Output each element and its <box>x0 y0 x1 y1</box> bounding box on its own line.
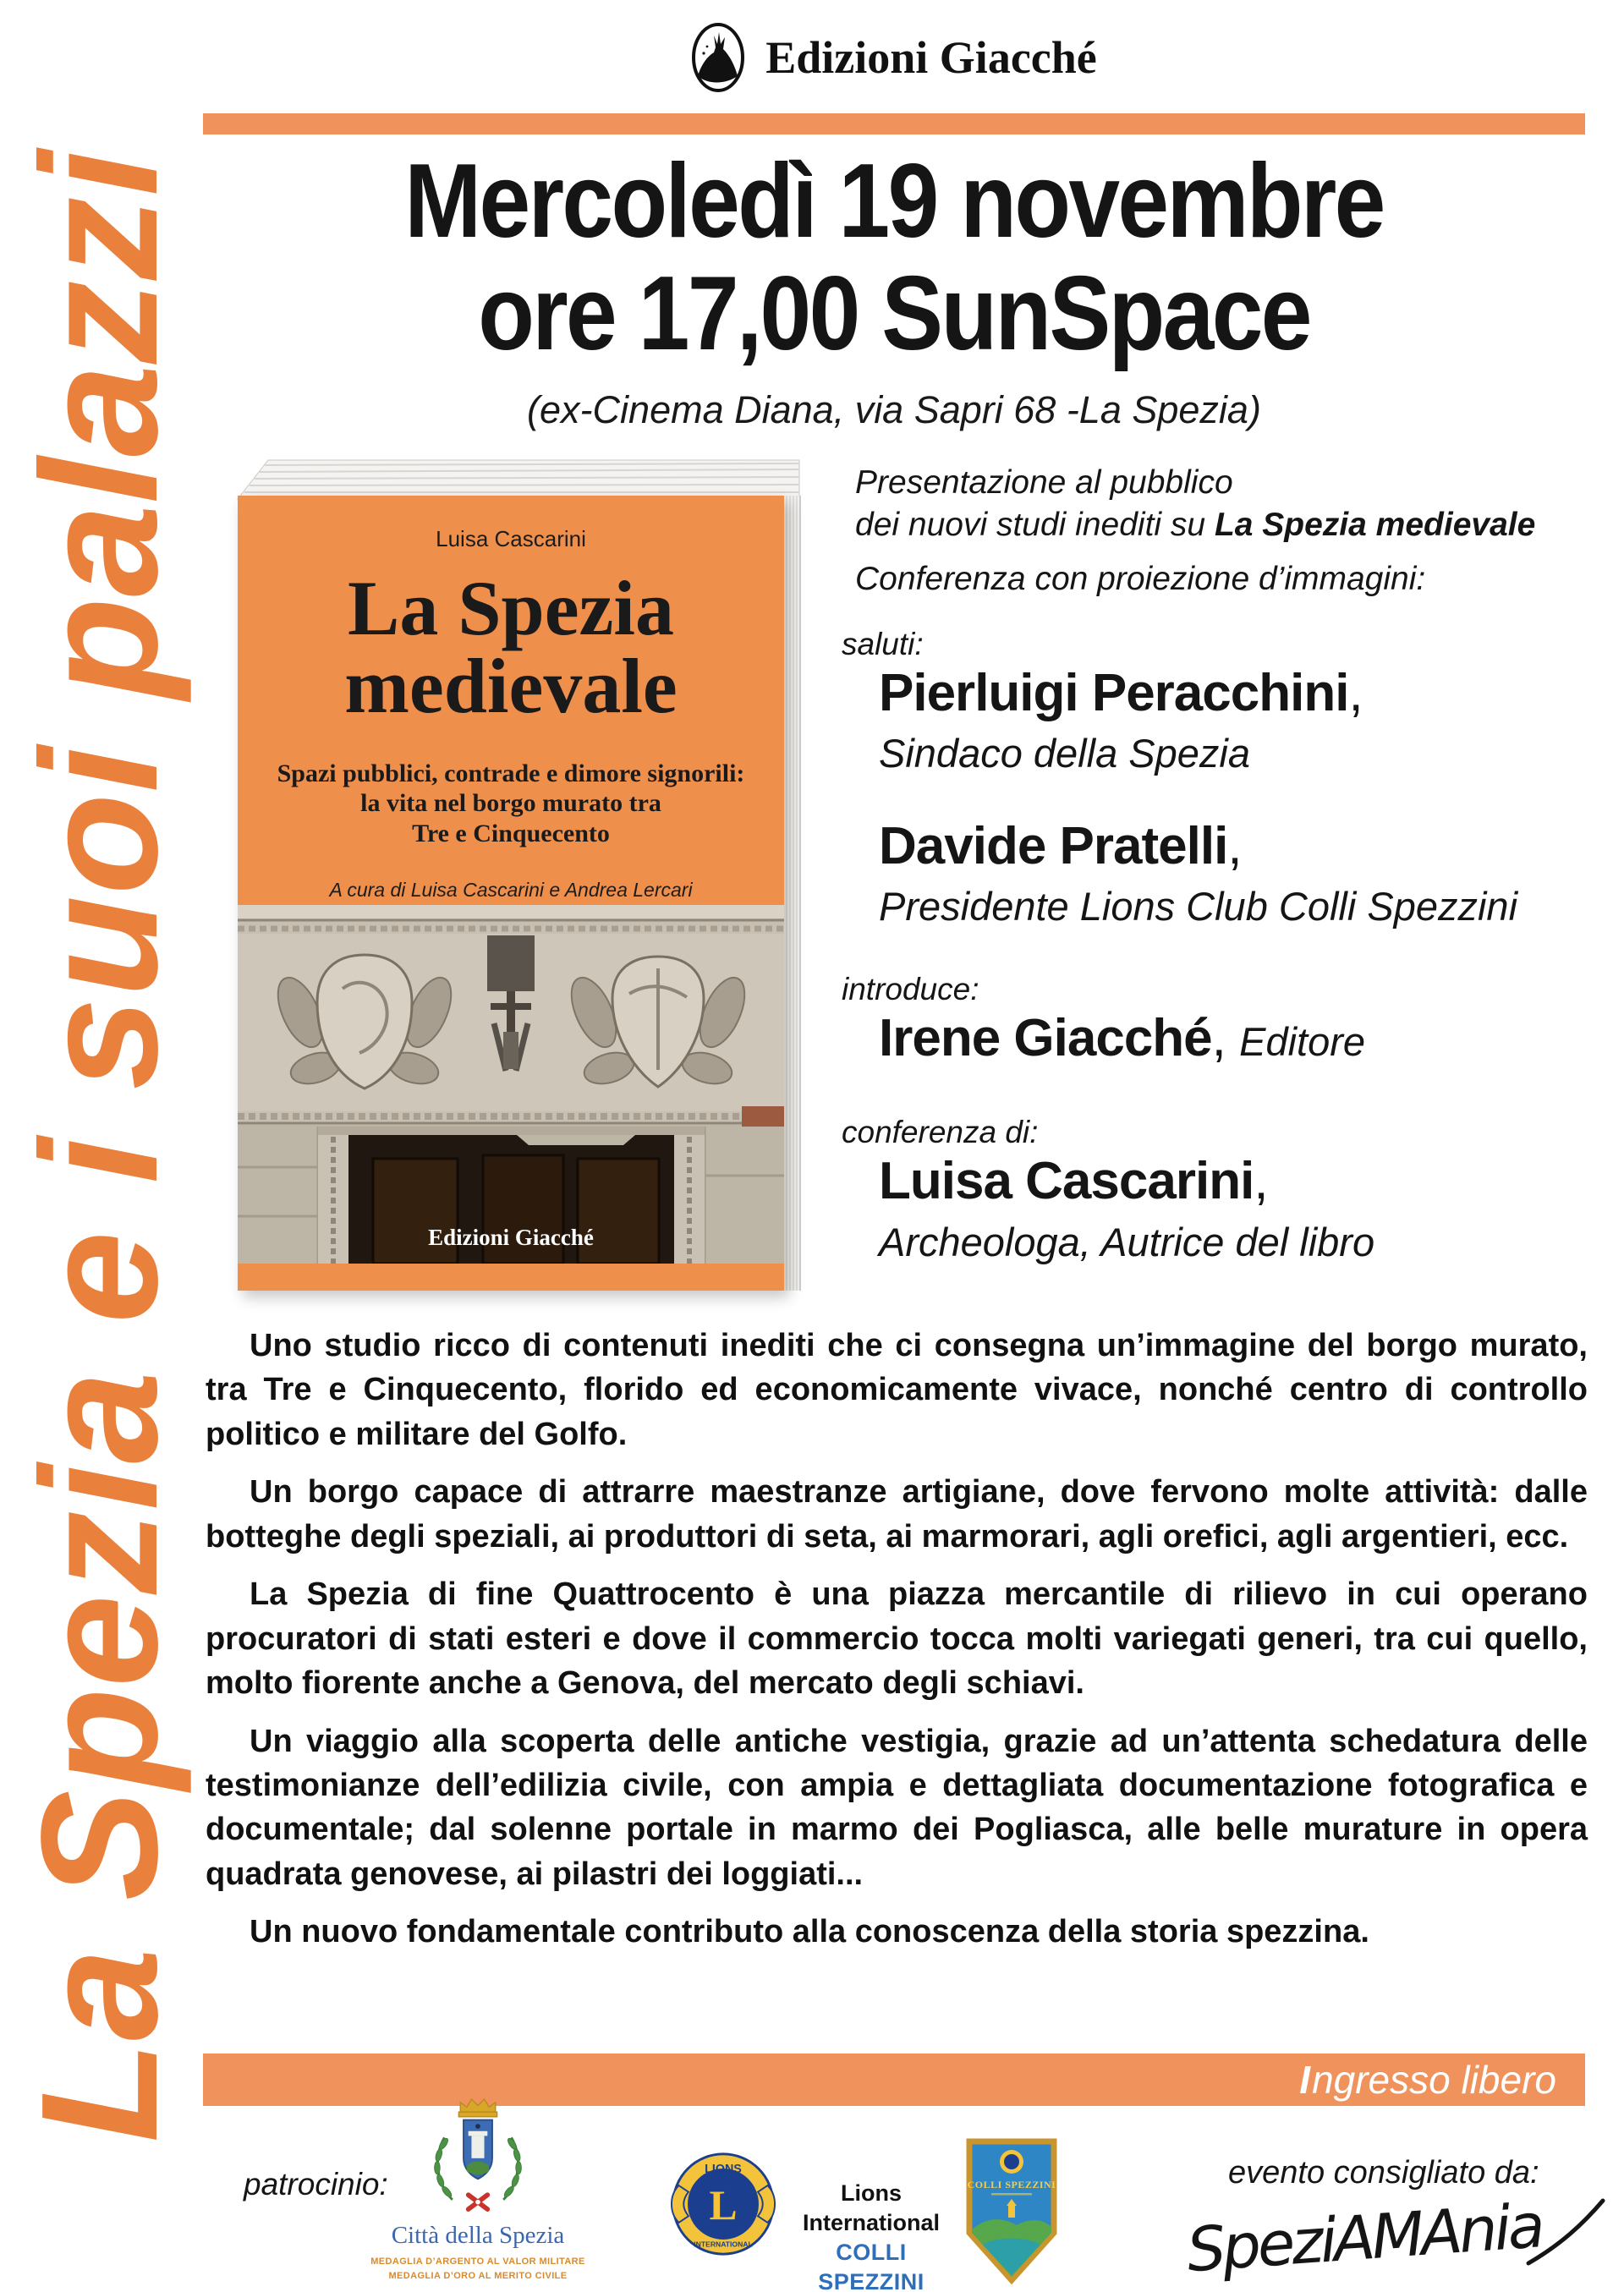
program-details <box>842 462 1616 1308</box>
vertical-series-title: La Spezia e i suoi palazzi <box>6 149 192 2143</box>
speziamania-signature <box>1180 2189 1616 2290</box>
event-title-block <box>203 145 1585 432</box>
city-logo-name: Città della Spezia <box>391 2222 565 2249</box>
city-crest-icon <box>422 2096 534 2216</box>
program-label-conferenza: conferenza di: <box>842 1115 1039 1150</box>
book-subtitle: Spazi pubblici, contrade e dimore signorili: la vita nel borgo murato tra Tre e Cinquecento <box>277 759 745 847</box>
book-title: La Spezia medievale <box>344 565 678 729</box>
city-logo-medals: MEDAGLIA D’ARGENTO AL VALOR MILITARE MEDAGLIA D’ORO AL MERITO CIVILE <box>370 2256 585 2281</box>
book-pages-right-edge <box>782 496 801 1291</box>
description-paragraph: La Spezia di fine Quattrocento è una piazza mercantile di rilievo in cui operano procuratori di stati esteri e dove il commercio tocca molti variegati generi, tra cui quello, molto fiorente anche a Genova, del mercato degli schiavi. <box>206 1576 1588 1702</box>
speaker-name: Luisa Cascarini, <box>879 1152 1268 1211</box>
book-author: Luisa Cascarini <box>436 526 586 551</box>
speaker-role: Presidente Lions Club Colli Spezzini <box>879 884 1518 929</box>
program-intro: Presentazione al pubblico dei nuovi studi inediti su La Spezia medievale <box>855 464 1536 543</box>
program-label-introduce: introduce: <box>842 972 979 1007</box>
program-label-saluti: saluti: <box>842 627 924 662</box>
event-time-venue: ore 17,00 SunSpace <box>478 255 1310 372</box>
lions-international-emblem-icon <box>671 2152 776 2261</box>
recommended-by-label: evento consigliato da: <box>1228 2155 1539 2191</box>
cover-publisher-imprint: Edizioni Giacché <box>428 1225 594 1250</box>
program-note: Conferenza con proiezione d’immagini: <box>855 561 1426 598</box>
free-entry-banner: I ngresso libero <box>203 2053 1585 2106</box>
patronage-label: patrocinio: <box>244 2167 388 2202</box>
svg-text:COLLI SPEZZINI: COLLI SPEZZINI <box>967 2179 1056 2191</box>
event-address: (ex-Cinema Diana, via Sapri 68 -La Spezia) <box>527 388 1261 432</box>
event-date: Mercoledì 19 novembre <box>404 143 1384 260</box>
lions-club-name: Lions International COLLI SPEZZINI <box>802 2180 940 2292</box>
publisher-logo-icon <box>691 22 745 93</box>
lions-club-pennant-icon <box>964 2138 1059 2289</box>
publisher-name: Edizioni Giacché <box>765 32 1097 83</box>
description-paragraph: Un nuovo fondamentale contributo alla conoscenza della storia spezzina. <box>250 1914 1369 1950</box>
program-intro-emphasis: La Spezia medievale <box>1214 506 1536 543</box>
speaker-role: Archeologa, Autrice del libro <box>879 1219 1375 1264</box>
speaker-role-inline: Editore <box>1239 1019 1366 1065</box>
book-curators: A cura di Luisa Cascarini e Andrea Lercari <box>329 879 693 902</box>
book-cover-photo <box>238 905 784 1264</box>
speaker-name: Davide Pratelli, <box>879 817 1242 876</box>
speaker-name: Irene Giacché, Editore <box>879 1009 1366 1068</box>
publisher-brand <box>203 14 1585 101</box>
svg-text:INTERNATIONAL: INTERNATIONAL <box>694 2240 753 2249</box>
book-cover <box>238 496 784 1291</box>
description-paragraph: Uno studio ricco di contenuti inediti che ci consegna un’immagine del borgo murato, tra Tre e Cinquecento, florido ed economicamente vivace, nonché centro di controllo politico e militare del Golfo. <box>206 1328 1588 1452</box>
description-paragraph: Un viaggio alla scoperta delle antiche vestigia, grazie ad un’attenta schedatura delle testimonianze dell’edilizia civile, con ampia e dettagliata documentazione fotografica e documentale; dal solenne portale in marmo dei Pogliasca, alle belle murature in opera quadrata genovese, ai pilastri dei loggiati... <box>206 1723 1588 1892</box>
description-paragraph: Un borgo capace di attrarre maestranze artigiane, dove fervono molte attività: dalle botteghe degli speziali, ai produttori di seta, ai marmorari, agli orefici, agli argentieri, ecc. <box>206 1474 1588 1555</box>
vertical-series-banner <box>0 0 199 2292</box>
svg-text:LIONS: LIONS <box>705 2162 742 2176</box>
city-of-la-spezia-logo <box>368 2096 588 2283</box>
svg-text:L: L <box>709 2182 738 2229</box>
book-pages-top-edge <box>216 457 801 501</box>
svg-text:SpeziAMAnia: SpeziAMAnia <box>1184 2190 1544 2286</box>
speaker-name: Pierluigi Peracchini, <box>879 664 1363 723</box>
speaker-role: Sindaco della Spezia <box>879 731 1250 776</box>
orange-divider-bar <box>203 113 1585 134</box>
description-text <box>206 1324 1588 1968</box>
book-cover-mockup <box>216 457 801 1296</box>
